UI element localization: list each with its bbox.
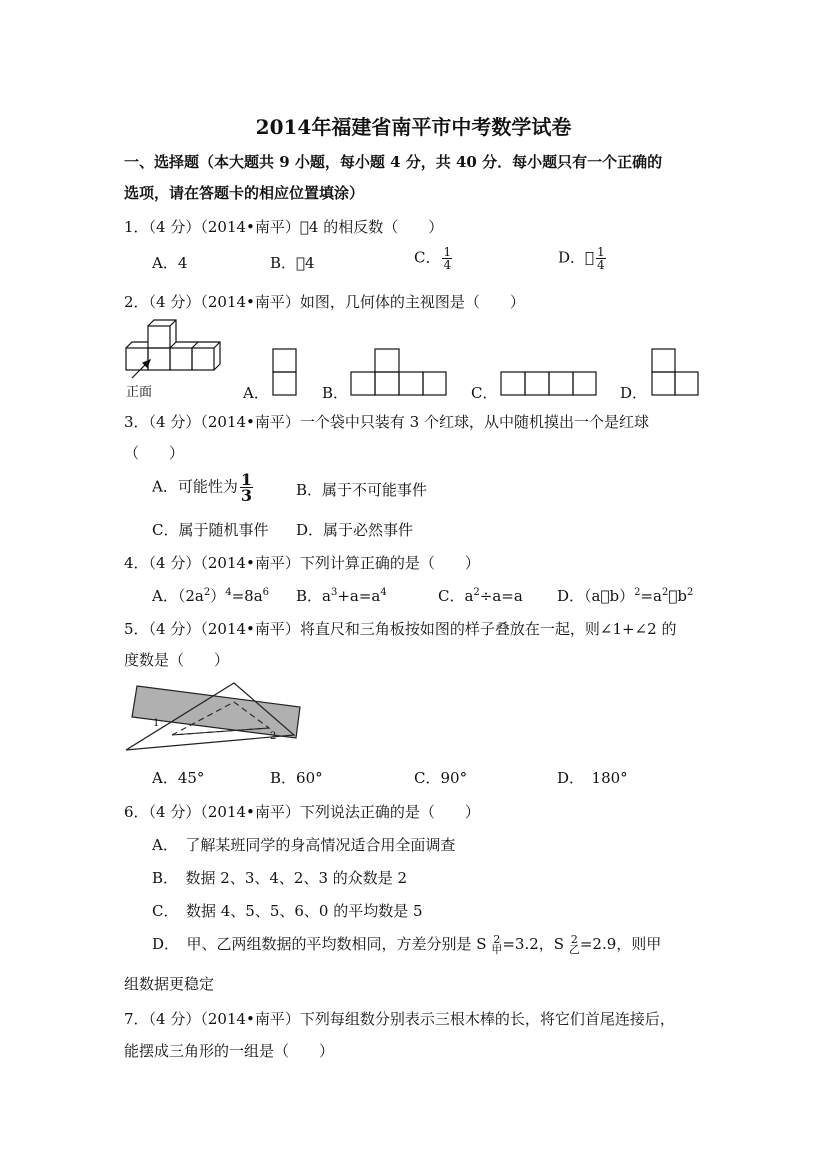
q2-option-c-figure [500,371,598,396]
q4-d-text: D．（a￿b） [557,587,635,605]
q5-angle-2-label: 2 [270,731,277,742]
q4-d-exp2: 2 [661,587,669,598]
q4-d-mid2: ￿b [668,587,687,605]
question-5-stem-line2: 度数是（ ） [124,651,230,669]
q6-option-b: B． 数据 2、3、4、2、3 的众数是 2 [152,869,408,887]
q5-angle-1-label: 1 [153,718,160,729]
q5-ruler-triangle-figure [124,680,309,755]
q4-b-exp2: 4 [380,587,387,598]
q6-d-sup1: 2 [493,933,501,946]
q5-option-a: A．45° [152,769,205,787]
q6-d-text: D． 甲、乙两组数据的平均数相同，方差分别是 S [152,935,487,953]
question-1-stem: 1．（4 分）（2014•南平）￿4 的相反数（ ） [124,218,444,236]
q1-option-d-fraction [596,246,606,271]
q6-d-sub1: 甲 [491,943,503,956]
q4-d-exp1: 2 [634,587,641,598]
q3-option-c: C．属于随机事件 [152,521,269,539]
q1-option-a: A．4 [152,254,188,272]
q6-option-a: A． 了解某班同学的身高情况适合用全面调查 [152,836,456,854]
q5-option-d: D． 180° [557,769,628,787]
q6-d-end: =2.9，则甲 [579,935,662,953]
q4-a-result: =8a [231,587,263,605]
q1-option-b: B．￿4 [270,254,315,272]
q2-cube-solid-figure [122,318,232,380]
q4-option-d [557,585,693,606]
q4-option-a [152,585,269,606]
q6-d-mid: =3.2，S [502,935,565,953]
q3-option-a-prefix: A．可能性为 [152,477,238,496]
q4-b-text: B．a [296,587,331,605]
q4-b-mid: +a=a [337,587,381,605]
q2-option-c: C． [471,384,498,402]
q5-option-c: C．90° [414,769,468,787]
q4-c-exp1: 2 [473,587,480,598]
q4-a-exp1: 2 [203,587,211,598]
q1-option-d-prefix: D．￿ [558,248,595,267]
q1-d-denominator: 4 [597,258,605,272]
q4-option-b [296,585,387,606]
q2-option-d-figure [651,348,701,396]
question-7-stem-line1: 7．（4 分）（2014•南平）下列每组数分别表示三根木棒的长，将它们首尾连接后， [124,1010,675,1028]
q3-a-numerator: 1 [240,470,252,489]
q2-option-a-figure [272,348,298,396]
q3-option-a-fraction [240,472,253,503]
question-5-stem-line1: 5．（4 分）（2014•南平）将直尺和三角板按如图的样子叠放在一起，则∠1+∠2 的 [124,620,677,638]
q4-d-exp3: 2 [686,587,694,598]
question-6-stem: 6．（4 分）（2014•南平）下列说法正确的是（ ） [124,803,480,821]
q3-option-a [152,472,253,503]
section-heading-line1: 一、选择题（本大题共 9 小题，每小题 4 分，共 40 分．每小题只有一个正确的 [124,153,663,171]
q4-a-text: A．（2a [152,587,204,605]
q4-c-text: C．a [438,587,474,605]
q6-d-sup2: 2 [570,933,578,946]
q6-d-variance-1 [491,935,502,955]
q2-option-d: D． [620,384,648,402]
q6-d-sub2: 乙 [568,943,580,956]
q4-d-mid: =a [640,587,662,605]
q4-c-mid: ÷a=a [479,587,523,605]
question-7-stem-line2: 能摆成三角形的一组是（ ） [124,1042,335,1060]
q6-option-c: C． 数据 4、5、5、6、0 的平均数是 5 [152,902,423,920]
q4-a-exp2: 4 [225,587,232,598]
q3-option-d: D．属于必然事件 [296,521,414,539]
q6-option-d [152,933,661,955]
section-heading-line2: 选项，请在答题卡的相应位置填涂） [124,184,365,202]
q3-option-b: B．属于不可能事件 [296,481,428,499]
q5-option-b: B．60° [270,769,323,787]
page-title: 2014年福建省南平市中考数学试卷 [255,115,572,139]
q1-d-numerator: 1 [597,245,605,259]
q1-option-c-fraction [442,246,452,271]
q2-option-b: B． [322,384,349,402]
q1-option-c [414,246,452,271]
q3-a-denominator: 3 [240,486,252,505]
question-4-stem: 4．（4 分）（2014•南平）下列计算正确的是（ ） [124,554,480,572]
question-2-stem: 2．（4 分）（2014•南平）如图，几何体的主视图是（ ） [124,293,525,311]
q1-c-denominator: 4 [443,258,452,272]
q1-option-d [558,246,606,271]
q2-option-b-figure [350,348,448,396]
q4-a-exp3: 6 [262,587,270,598]
q4-option-c [438,585,523,606]
question-3-stem-line2: （ ） [124,444,185,462]
question-3-stem-line1: 3．（4 分）（2014•南平）一个袋中只装有 3 个红球，从中随机摸出一个是红球 [124,413,649,431]
q1-c-numerator: 1 [443,245,452,259]
q4-b-exp1: 3 [330,587,338,598]
q2-option-a: A． [243,384,269,402]
q6-d-variance-2 [569,935,580,955]
q6-option-d-line2: 组数据更稳定 [124,975,215,993]
q2-front-label: 正面 [126,385,153,400]
q1-option-c-prefix: C． [414,248,441,267]
q4-a-paren: ） [210,587,226,605]
